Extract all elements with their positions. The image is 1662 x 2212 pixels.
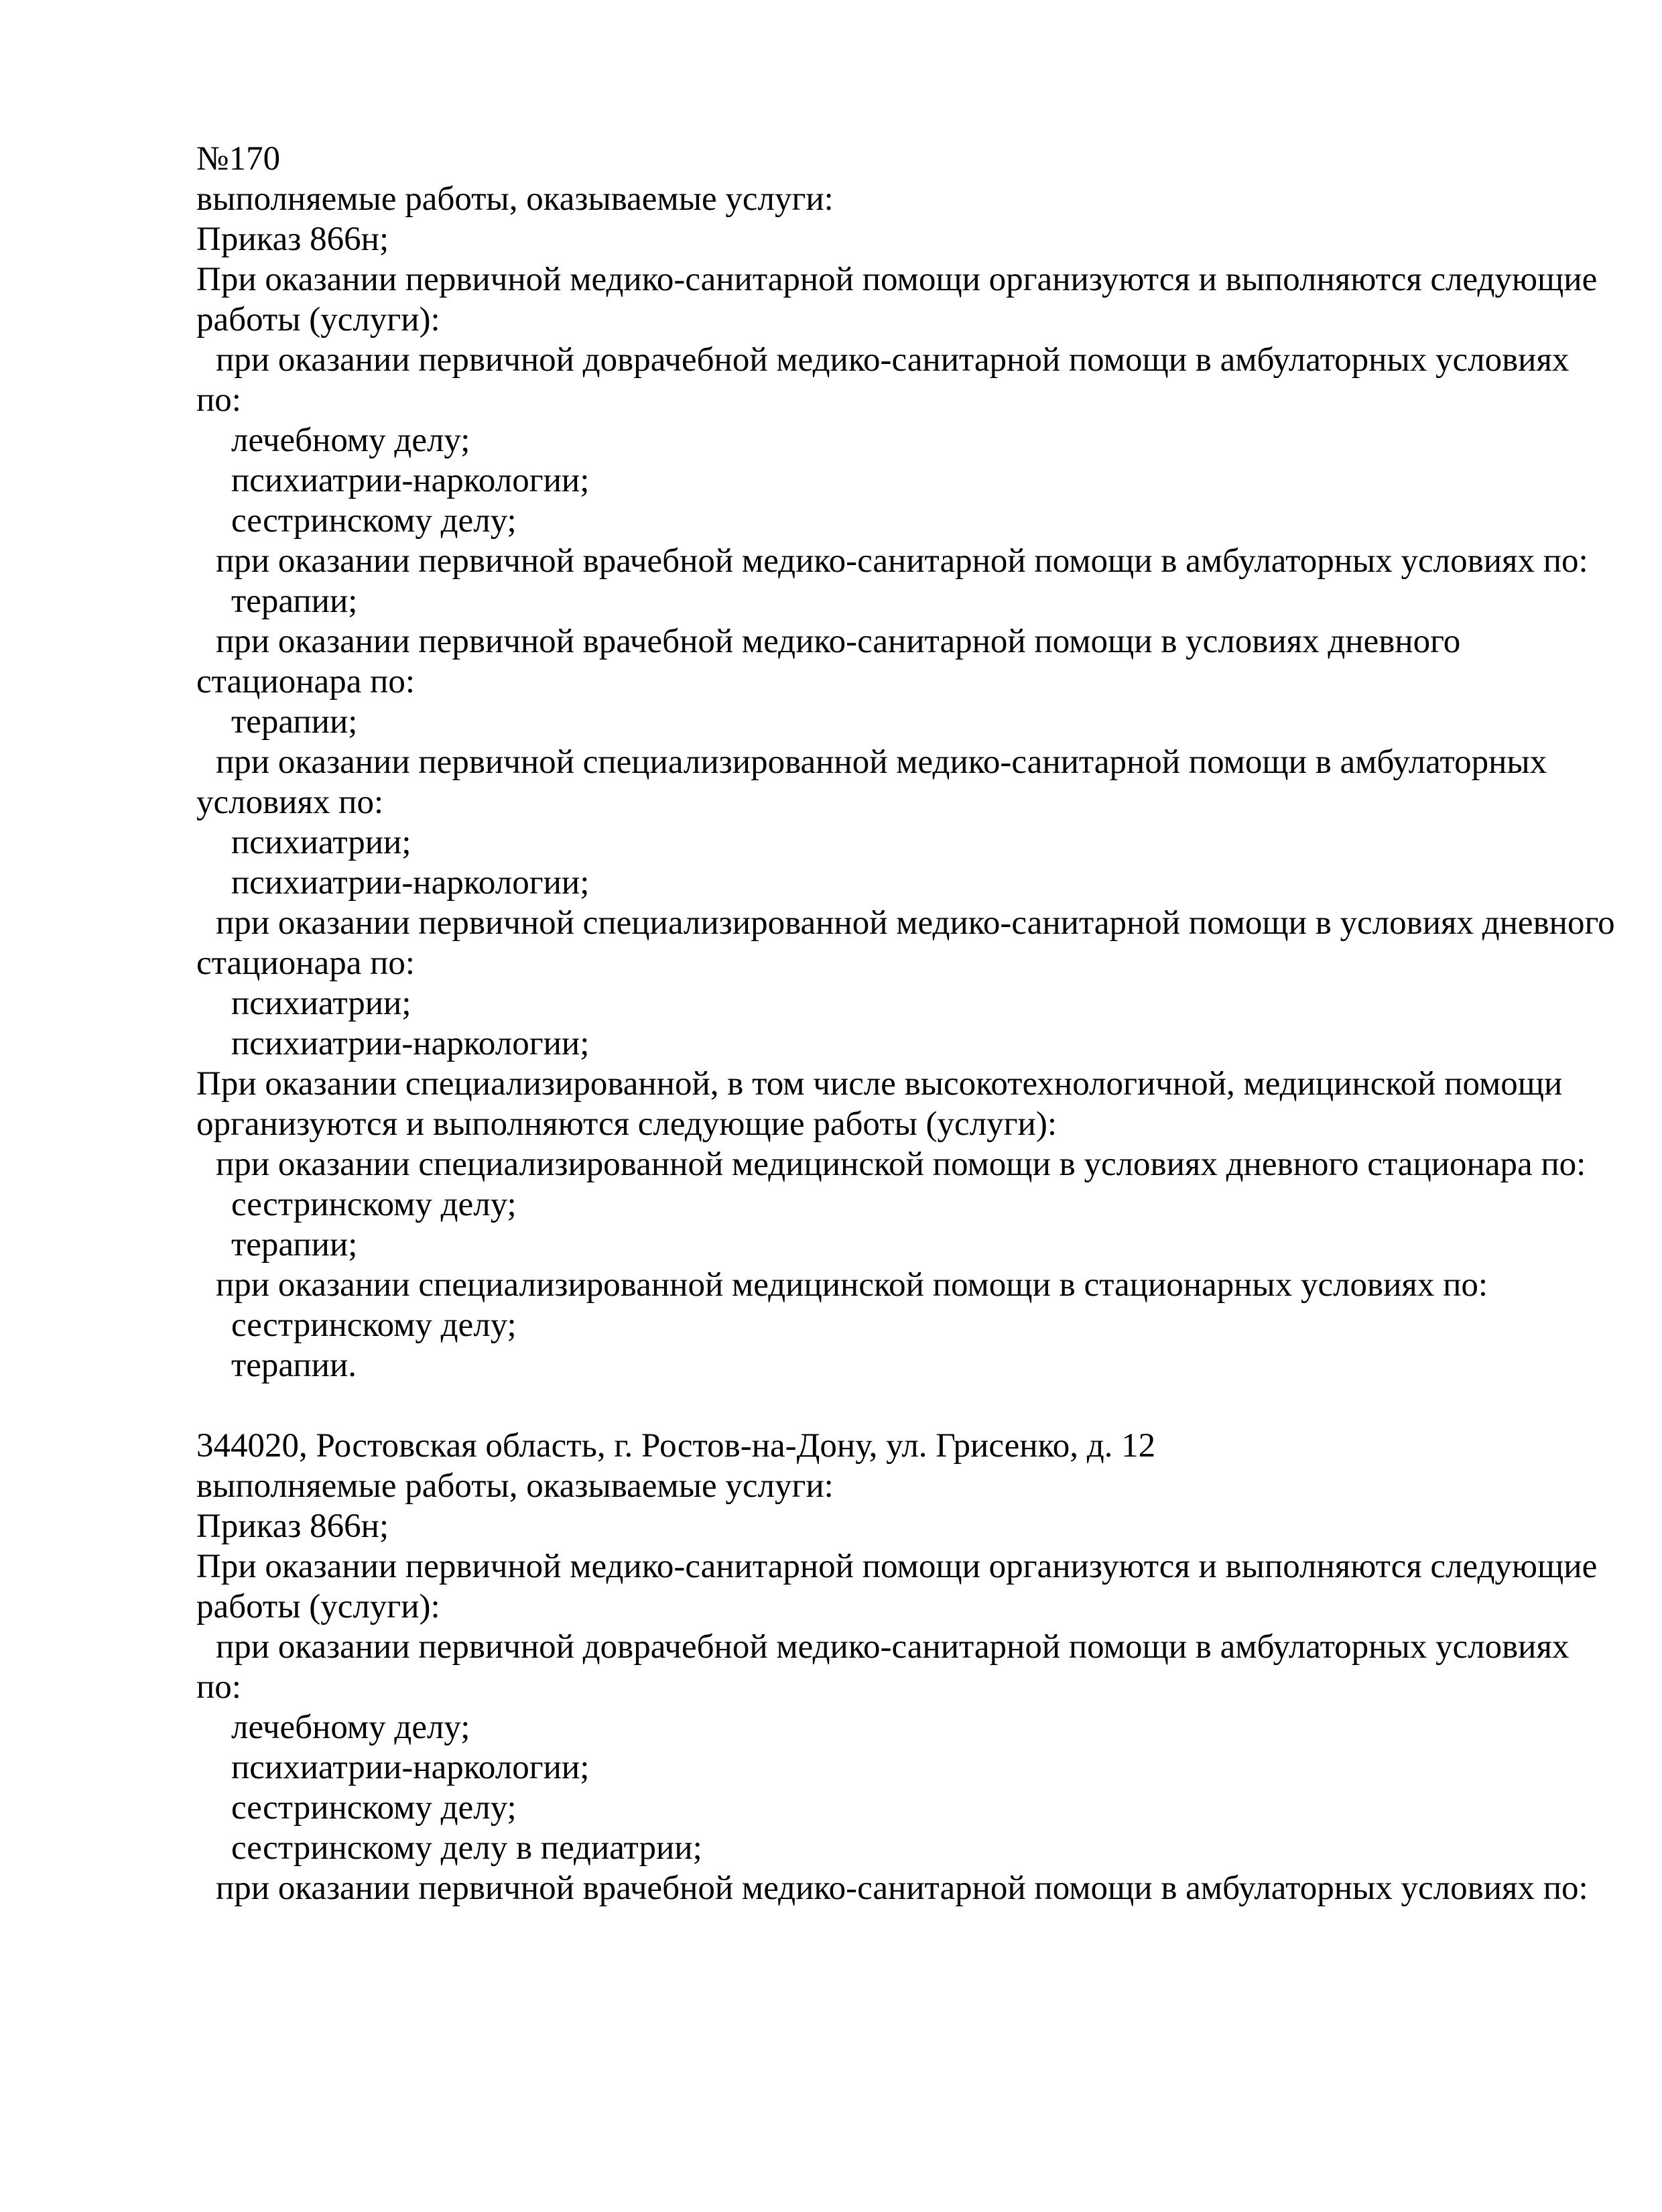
- text-line: при оказании первичной врачебной медико-санитарной помощи в амбулаторных условиях по:: [216, 542, 1588, 580]
- text-line: стационара по:: [196, 944, 416, 982]
- text-line: психиатрии-наркологии;: [231, 462, 590, 499]
- text-line: При оказании первичной медико-санитарной помощи организуются и выполняются следующие: [196, 261, 1598, 298]
- text-line: №170: [196, 140, 281, 178]
- text-line: психиатрии;: [231, 824, 411, 861]
- license-works-services-text: [196, 139, 1615, 1908]
- text-line: Приказ 866н;: [196, 1508, 389, 1545]
- text-line: при оказании специализированной медицинской помощи в условиях дневного стационара по:: [216, 1146, 1586, 1183]
- text-line: по:: [196, 381, 241, 419]
- text-line: выполняемые работы, оказываемые услуги:: [196, 1467, 834, 1505]
- text-line: по:: [196, 1668, 241, 1706]
- text-line: терапии;: [231, 582, 358, 620]
- text-line: сестринскому делу;: [231, 1186, 517, 1223]
- text-line: организуются и выполняются следующие работы (услуги):: [196, 1105, 1057, 1143]
- works-services-block-1: [196, 139, 1615, 1386]
- text-line: при оказании первичной доврачебной медико-санитарной помощи в амбулаторных условиях: [216, 341, 1570, 379]
- text-line: психиатрии-наркологии;: [231, 1749, 590, 1786]
- text-line: сестринскому делу;: [231, 1789, 517, 1827]
- text-line: При оказании специализированной, в том числе высокотехнологичной, медицинской помощи: [196, 1065, 1563, 1103]
- text-line: сестринскому делу;: [231, 1306, 517, 1344]
- text-line: при оказании специализированной медицинской помощи в стационарных условиях по:: [216, 1266, 1488, 1304]
- text-line: терапии.: [231, 1347, 357, 1384]
- text-line: лечебному делу;: [231, 422, 470, 459]
- text-line: лечебному делу;: [231, 1709, 470, 1746]
- text-line: при оказании первичной специализированной медико-санитарной помощи в амбулаторных: [216, 743, 1547, 781]
- text-line: при оказании первичной врачебной медико-санитарной помощи в амбулаторных условиях по:: [216, 1869, 1588, 1907]
- text-line: стационара по:: [196, 663, 416, 700]
- text-line: при оказании первичной врачебной медико-санитарной помощи в условиях дневного: [216, 623, 1461, 660]
- text-line: психиатрии;: [231, 985, 411, 1022]
- text-line: Приказ 866н;: [196, 221, 389, 258]
- text-line: При оказании первичной медико-санитарной помощи организуются и выполняются следующие: [196, 1548, 1598, 1585]
- text-line: терапии;: [231, 1226, 358, 1264]
- text-line: психиатрии-наркологии;: [231, 1025, 590, 1062]
- text-line: работы (услуги):: [196, 1588, 440, 1625]
- text-line: терапии;: [231, 703, 358, 741]
- text-line: 344020, Ростовская область, г. Ростов-на-Дону, ул. Грисенко, д. 12: [196, 1427, 1156, 1465]
- text-line: выполняемые работы, оказываемые услуги:: [196, 180, 834, 218]
- text-line: при оказании первичной специализированной медико-санитарной помощи в условиях дневного: [216, 904, 1615, 942]
- text-line: условиях по:: [196, 784, 384, 821]
- text-line: сестринскому делу;: [231, 502, 517, 540]
- text-line: работы (услуги):: [196, 301, 440, 339]
- works-services-block-2: [196, 1426, 1598, 1908]
- text-line: при оказании первичной доврачебной медико-санитарной помощи в амбулаторных условиях: [216, 1628, 1570, 1666]
- text-line: сестринскому делу в педиатрии;: [231, 1829, 702, 1867]
- text-line: психиатрии-наркологии;: [231, 864, 590, 902]
